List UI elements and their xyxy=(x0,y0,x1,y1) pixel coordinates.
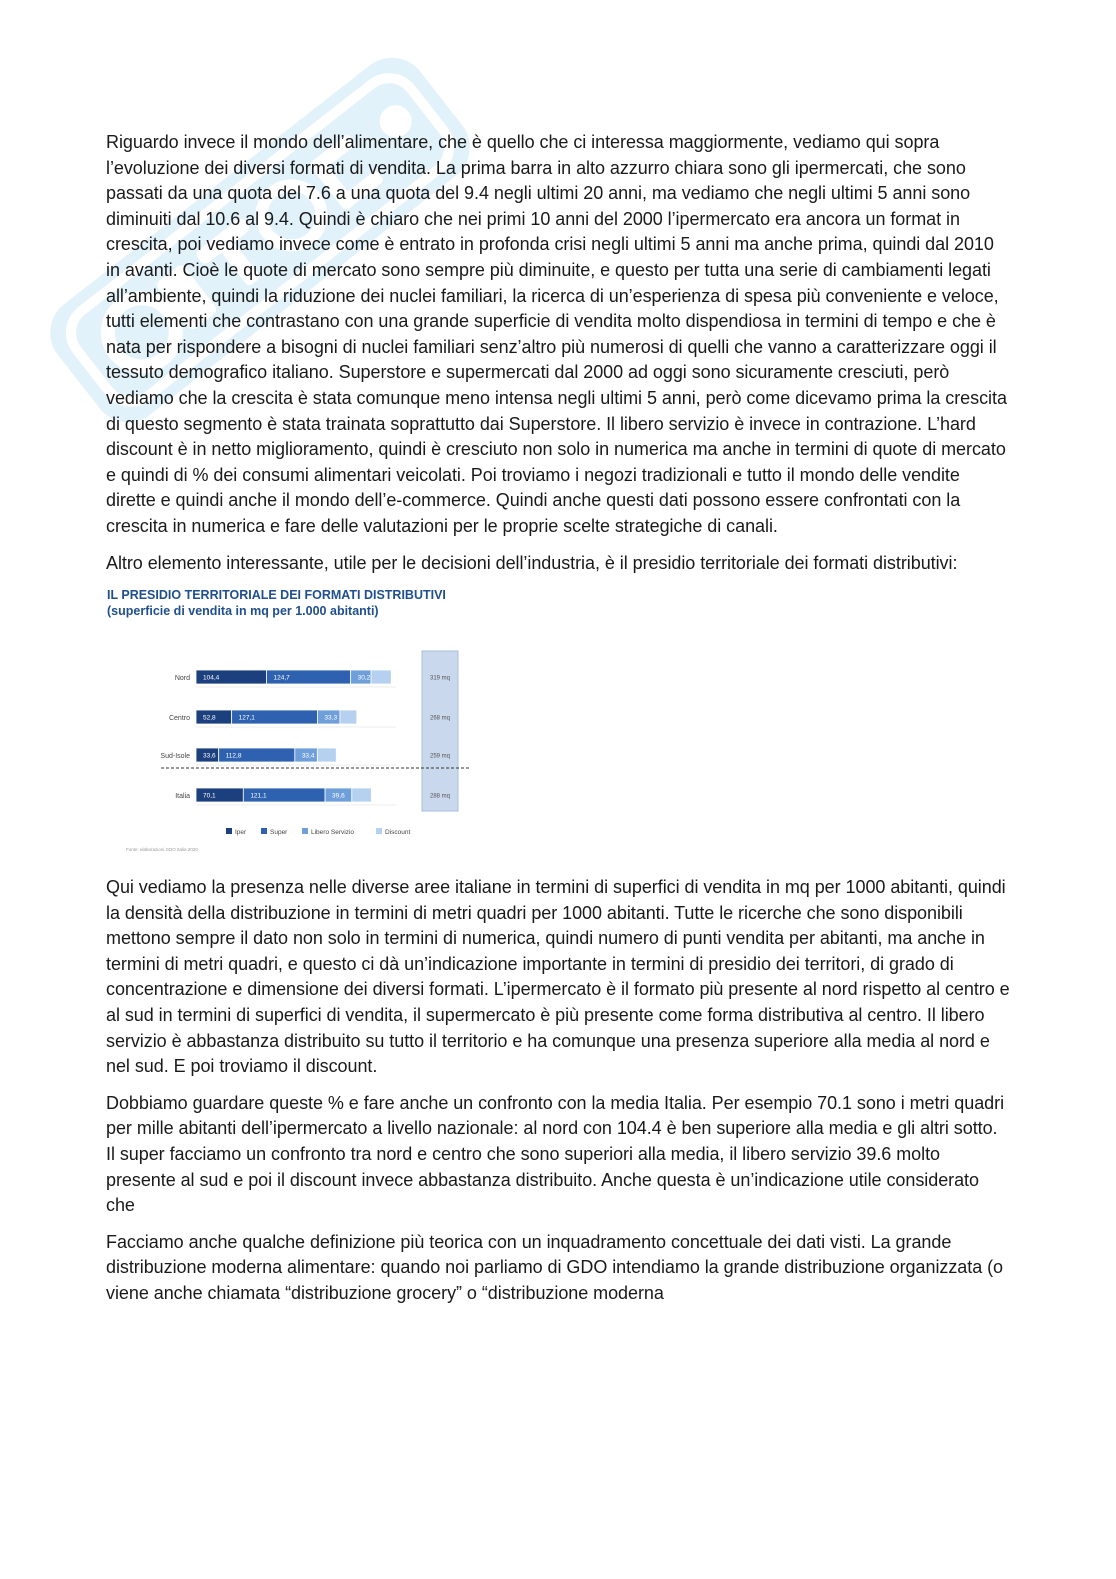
data-label-italia-super: 121,1 xyxy=(250,792,267,800)
total-label-sud-isole: 259 mq xyxy=(429,753,451,760)
data-label-nord-libero-servizio: 30,2 xyxy=(357,674,371,682)
data-label-nord-super: 124,7 xyxy=(273,674,290,682)
legend-swatch-discount xyxy=(376,828,382,834)
legend-label-libero-servizio: Libero Servizio xyxy=(311,829,354,837)
stacked-bar-chart xyxy=(106,637,476,857)
paragraph-definizioni-gdo: Facciamo anche qualche definizione più teorica con un inquadramento concettuale dei dati visti. La grande distribuzione moderna alimentare: quando noi parliamo di GDO intendiamo la grande distribuzione organizzata (o viene anche chiamata “distribuzione grocery” o “distribuzione moderna xyxy=(106,1231,1004,1303)
document-page xyxy=(106,130,1011,1318)
category-label-nord: Nord xyxy=(174,675,190,683)
figure-title: IL PRESIDIO TERRITORIALE DEI FORMATI DISTRIBUTIVI xyxy=(107,588,446,603)
legend-label-super: Super xyxy=(270,829,288,837)
legend-swatch-super xyxy=(261,828,267,834)
source-note: Fonte: elaborazioni GDO Italia 2020 xyxy=(126,847,198,853)
data-label-nord-iper: 104,4 xyxy=(203,674,220,682)
legend-label-discount: Discount xyxy=(385,829,411,837)
legend-label-iper: Iper xyxy=(235,829,247,837)
paragraph-presidio-intro: Altro elemento interessante, utile per le decisioni dell’industria, è il presidio territoriale dei formati distributivi: xyxy=(106,552,958,573)
paragraph-formati-vendita: Riguardo invece il mondo dell’alimentare, che è quello che ci interessa maggiormente, vediamo qui sopra l’evoluzione dei diversi formati di vendita. La prima barra in alto azzurro chiara sono gli ipermercati, che sono passati da una quota del 7.6 a una quota del 9.4 negli ultimi 20 anni, ma vediamo che negli ultimi 5 anni sono diminuiti dal 10.6 al 9.4. Quindi è chiaro che nei primi 10 anni del 2000 l’ipermercato era ancora un format in crescita, poi vediamo invece come è entrato in profonda crisi negli ultimi 5 anni ma anche prima, quindi dal 2010 in avanti. Cioè le quote di mercato sono sempre più diminuite, e questo per tutta una serie di cambiamenti legati all’ambiente, quindi la riduzione dei nuclei familiari, la ricerca di un’esperienza di spesa più conveniente e veloce, tutti elementi che contrastano con una grande superficie di vendita molto dispendiosa in termini di tempo e che è nata per rispondere a bisogni di nuclei familiari senz’altro più numerosi di quelli che vanno a caratterizzare oggi il tessuto demografico italiano. Superstore e supermercati dal 2000 ad oggi sono sicuramente cresciuti, però vediamo che la crescita è stata comunque meno intensa negli ultimi 5 anni, però come dicevamo prima la crescita di questo segmento è stata trainata soprattutto dai Superstore. Il libero servizio è invece in contrazione. L’hard discount è in netto miglioramento, quindi è cresciuto non solo in numerica ma anche in termini di quote di mercato e quindi di % dei consumi alimentari veicolati. Poi troviamo i negozi tradizionali e tutto il mondo delle vendite dirette e quindi anche il mondo dell’e-commerce. Quindi anche questi dati possono essere confrontati con la crescita in numerica e fare delle valutazioni per le proprie scelte strategiche di canali. xyxy=(106,132,1007,536)
data-label-sud-isole-super: 112,8 xyxy=(225,752,242,760)
data-label-sud-isole-libero-servizio: 33,4 xyxy=(301,752,315,760)
bar-nord-discount xyxy=(371,670,391,684)
category-label-italia: Italia xyxy=(175,793,190,801)
total-label-nord: 319 mq xyxy=(429,675,451,682)
figure-presidio-territoriale xyxy=(106,587,486,857)
paragraph-confronto-media: Dobbiamo guardare queste % e fare anche un confronto con la media Italia. Per esempio 70.1 sono i metri quadri per mille abitanti dell’ipermercato a livello nazionale: al nord con 104.4 è ben superiore alla media e gli altri sotto. Il super facciamo un confronto tra nord e centro che sono superiori alla media, il libero servizio 39.6 molto presente al sud e poi il discount invece abbastanza distribuito. Anche questa è un’indicazione utile considerato che xyxy=(106,1092,1005,1216)
paragraph-presenza-aree: Qui vediamo la presenza nelle diverse aree italiane in termini di superfici di vendita in mq per 1000 abitanti, quindi la densità della distribuzione in termini di metri quadri per 1000 abitanti. Tutte le ricerche che sono disponibili mettono sempre il dato non solo in termini di numerica, quindi numero di punti vendita per abitanti, ma anche in termini di metri quadri, e questo ci dà un’indicazione importante in termini di presidio dei territori, di grado di concentrazione e dimensione dei diversi formati. L’ipermercato è il formato più presente al nord rispetto al centro e al sud in termini di superfici di vendita, il supermercato è più presente come forma distributiva al centro. Il libero servizio è abbastanza distribuito su tutto il territorio e ha comunque una presenza superiore alla media al nord e nel sud. E poi troviamo il discount. xyxy=(106,877,1010,1077)
data-label-sud-isole-iper: 33,6 xyxy=(203,752,216,760)
figure-subtitle: (superficie di vendita in mq per 1.000 abitanti) xyxy=(107,604,379,619)
total-label-centro: 268 mq xyxy=(429,715,451,722)
legend-swatch-iper xyxy=(226,828,232,834)
data-label-centro-libero-servizio: 33,3 xyxy=(324,714,338,722)
total-label-italia: 288 mq xyxy=(429,793,451,800)
data-label-centro-iper: 52,8 xyxy=(203,714,216,722)
legend-swatch-libero-servizio xyxy=(302,828,308,834)
data-label-centro-super: 127,1 xyxy=(238,714,255,722)
bar-centro-discount xyxy=(340,710,357,724)
bar-italia-discount xyxy=(352,788,372,802)
bar-sud-isole-discount xyxy=(317,748,336,762)
category-label-sud-isole: Sud-Isole xyxy=(160,753,190,761)
data-label-italia-iper: 70,1 xyxy=(203,792,216,800)
data-label-italia-libero-servizio: 39,6 xyxy=(332,792,345,800)
category-label-centro: Centro xyxy=(168,715,190,723)
